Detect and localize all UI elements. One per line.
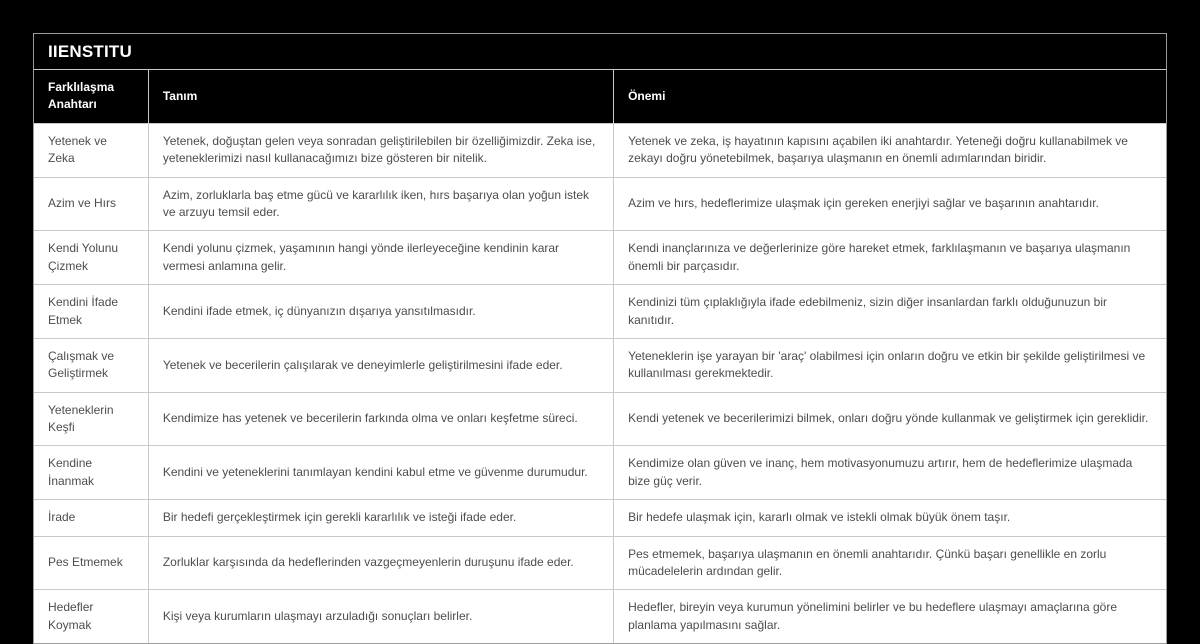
table-row [34, 123, 1166, 177]
table-header-row [34, 70, 1166, 123]
cell-tanim: Kişi veya kurumların ulaşmayı arzuladığı sonuçları belirler. [148, 590, 613, 643]
cell-tanim: Kendi yolunu çizmek, yaşamının hangi yönde ilerleyeceğine kendinin karar vermesi anlamına gelir. [148, 231, 613, 285]
cell-key: Yetenek ve Zeka [34, 123, 148, 177]
cell-tanim: Bir hedefi gerçekleştirmek için gerekli kararlılık ve isteği ifade eder. [148, 500, 613, 536]
cell-tanim: Zorluklar karşısında da hedeflerinden vazgeçmeyenlerin duruşunu ifade eder. [148, 536, 613, 590]
table-row [34, 285, 1166, 339]
table-row [34, 536, 1166, 590]
cell-tanim: Kendini ve yeteneklerini tanımlayan kendini kabul etme ve güvenme durumudur. [148, 446, 613, 500]
table-row [34, 177, 1166, 231]
cell-key: Pes Etmemek [34, 536, 148, 590]
cell-onemi: Kendi inançlarınıza ve değerlerinize göre hareket etmek, farklılaşmanın ve başarıya ulaşmanın önemli bir parçasıdır. [614, 231, 1166, 285]
cell-tanim: Kendimize has yetenek ve becerilerin farkında olma ve onları keşfetme süreci. [148, 392, 613, 446]
column-header-onemi: Önemi [614, 70, 1166, 123]
cell-key: Kendi Yolunu Çizmek [34, 231, 148, 285]
cell-key: Yeteneklerin Keşfi [34, 392, 148, 446]
cell-tanim: Yetenek ve becerilerin çalışılarak ve deneyimlerle geliştirilmesini ifade eder. [148, 338, 613, 392]
cell-onemi: Bir hedefe ulaşmak için, kararlı olmak ve istekli olmak büyük önem taşır. [614, 500, 1166, 536]
table-row [34, 338, 1166, 392]
cell-onemi: Hedefler, bireyin veya kurumun yönelimini belirler ve bu hedeflere ulaşmayı amaçlarına göre planlama yapılmasını sağlar. [614, 590, 1166, 643]
cell-onemi: Yetenek ve zeka, iş hayatının kapısını açabilen iki anahtardır. Yeteneği doğru kullanabilmek ve zekayı doğru yönetebilmek, başarıya ulaşmanın en önemli adımlarından biridir. [614, 123, 1166, 177]
cell-key: Azim ve Hırs [34, 177, 148, 231]
table-title-bar [34, 34, 1166, 70]
cell-onemi: Yeteneklerin işe yarayan bir 'araç' olabilmesi için onların doğru ve etkin bir şekilde geliştirilmesi ve kullanılması gerekmektedir. [614, 338, 1166, 392]
table-row [34, 446, 1166, 500]
cell-onemi: Pes etmemek, başarıya ulaşmanın en önemli anahtarıdır. Çünkü başarı genellikle en zorlu mücadelelerin ardından gelir. [614, 536, 1166, 590]
cell-onemi: Kendi yetenek ve becerilerimizi bilmek, onları doğru yönde kullanmak ve geliştirmek için gereklidir. [614, 392, 1166, 446]
cell-tanim: Kendini ifade etmek, iç dünyanızın dışarıya yansıtılmasıdır. [148, 285, 613, 339]
cell-key: Kendine İnanmak [34, 446, 148, 500]
cell-onemi: Azim ve hırs, hedeflerimize ulaşmak için gereken enerjiyi sağlar ve başarının anahtarıdır. [614, 177, 1166, 231]
table-container [33, 33, 1167, 644]
cell-key: İrade [34, 500, 148, 536]
page-title: IIENSTITU [48, 42, 132, 61]
table-row [34, 500, 1166, 536]
cell-key: Çalışmak ve Geliştirmek [34, 338, 148, 392]
cell-onemi: Kendinizi tüm çıplaklığıyla ifade edebilmeniz, sizin diğer insanlardan farklı olduğunuzun bir kanıtıdır. [614, 285, 1166, 339]
cell-onemi: Kendimize olan güven ve inanç, hem motivasyonumuzu artırır, hem de hedeflerimize ulaşmada bize güç verir. [614, 446, 1166, 500]
table-row [34, 231, 1166, 285]
table-row [34, 392, 1166, 446]
cell-key: Kendini İfade Etmek [34, 285, 148, 339]
differentiation-keys-table [34, 70, 1166, 643]
cell-tanim: Yetenek, doğuştan gelen veya sonradan geliştirilebilen bir özelliğimizdir. Zeka ise, yeteneklerimizi nasıl kullanacağımızı bize gösteren bir nitelik. [148, 123, 613, 177]
cell-tanim: Azim, zorluklarla baş etme gücü ve kararlılık iken, hırs başarıya olan yoğun istek ve arzuyu temsil eder. [148, 177, 613, 231]
table-row [34, 590, 1166, 643]
column-header-tanim: Tanım [148, 70, 613, 123]
column-header-farklilasma-anahtari: Farklılaşma Anahtarı [34, 70, 148, 123]
cell-key: Hedefler Koymak [34, 590, 148, 643]
